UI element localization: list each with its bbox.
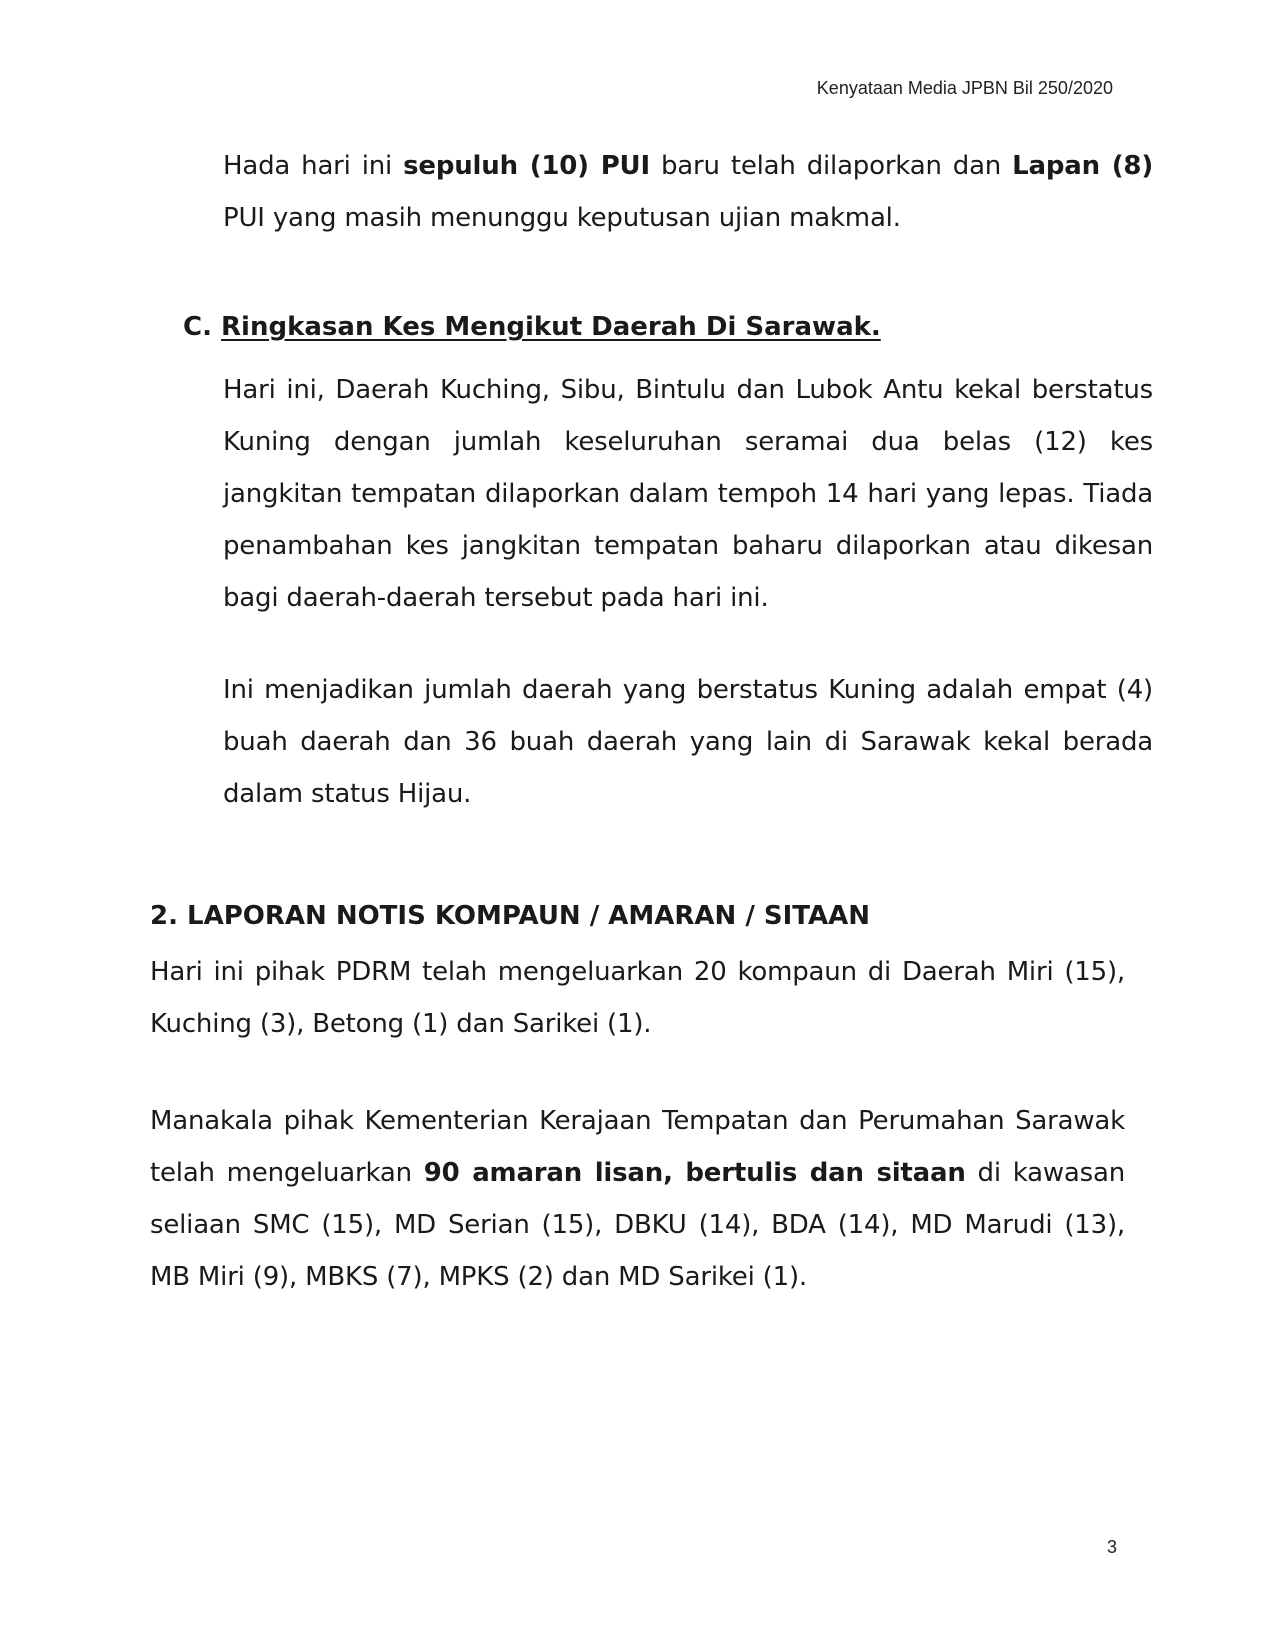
- section-c-letter: C.: [183, 312, 212, 342]
- section-c-heading: [183, 312, 881, 342]
- pui-text-1: Hada hari ini: [223, 151, 404, 181]
- section-2-text-2: di kawasan seliaan SMC (15), MD Serian (15), DBKU (14), BDA (14), MD Marudi (13), MB Miri (9), MBKS (7), MPKS (2) dan MD Sarikei (1).: [150, 1158, 1125, 1292]
- page-number: 3: [1106, 1537, 1117, 1557]
- section-2-heading: 2. LAPORAN NOTIS KOMPAUN / AMARAN / SITAAN: [150, 901, 871, 931]
- section-2-paragraph-1: Hari ini pihak PDRM telah mengeluarkan 20 kompaun di Daerah Miri (15), Kuching (3), Betong (1) dan Sarikei (1).: [150, 957, 1125, 1039]
- pui-text-2: baru telah dilaporkan dan: [649, 151, 1013, 181]
- section-2-text-1: Manakala pihak Kementerian Kerajaan Tempatan dan Perumahan Sarawak telah mengeluarkan: [150, 1106, 1125, 1188]
- pui-text-3: PUI yang masih menunggu keputusan ujian makmal.: [223, 203, 901, 233]
- pui-bold-2: Lapan (8): [1012, 151, 1154, 181]
- section-c-paragraph-2: Ini menjadikan jumlah daerah yang berstatus Kuning adalah empat (4) buah daerah dan 36 buah daerah yang lain di Sarawak kekal berada dalam status Hijau.: [223, 675, 1153, 809]
- pui-paragraph: [223, 140, 1153, 244]
- document-reference: Kenyataan Media JPBN Bil 250/2020: [816, 78, 1113, 98]
- section-c-title: Ringkasan Kes Mengikut Daerah Di Sarawak.: [221, 312, 881, 342]
- pui-bold-1: sepuluh (10) PUI: [403, 151, 650, 181]
- section-2-bold-1: 90 amaran lisan, bertulis dan sitaan: [423, 1158, 966, 1188]
- section-c-paragraph-1: Hari ini, Daerah Kuching, Sibu, Bintulu dan Lubok Antu kekal berstatus Kuning dengan jumlah keseluruhan seramai dua belas (12) kes jangkitan tempatan dilaporkan dalam tempoh 14 hari yang lepas. Tiada penambahan kes jangkitan tempatan baharu dilaporkan atau dikesan bagi daerah-daerah tersebut pada hari ini.: [223, 375, 1153, 613]
- section-2-paragraph-2: [150, 1095, 1125, 1303]
